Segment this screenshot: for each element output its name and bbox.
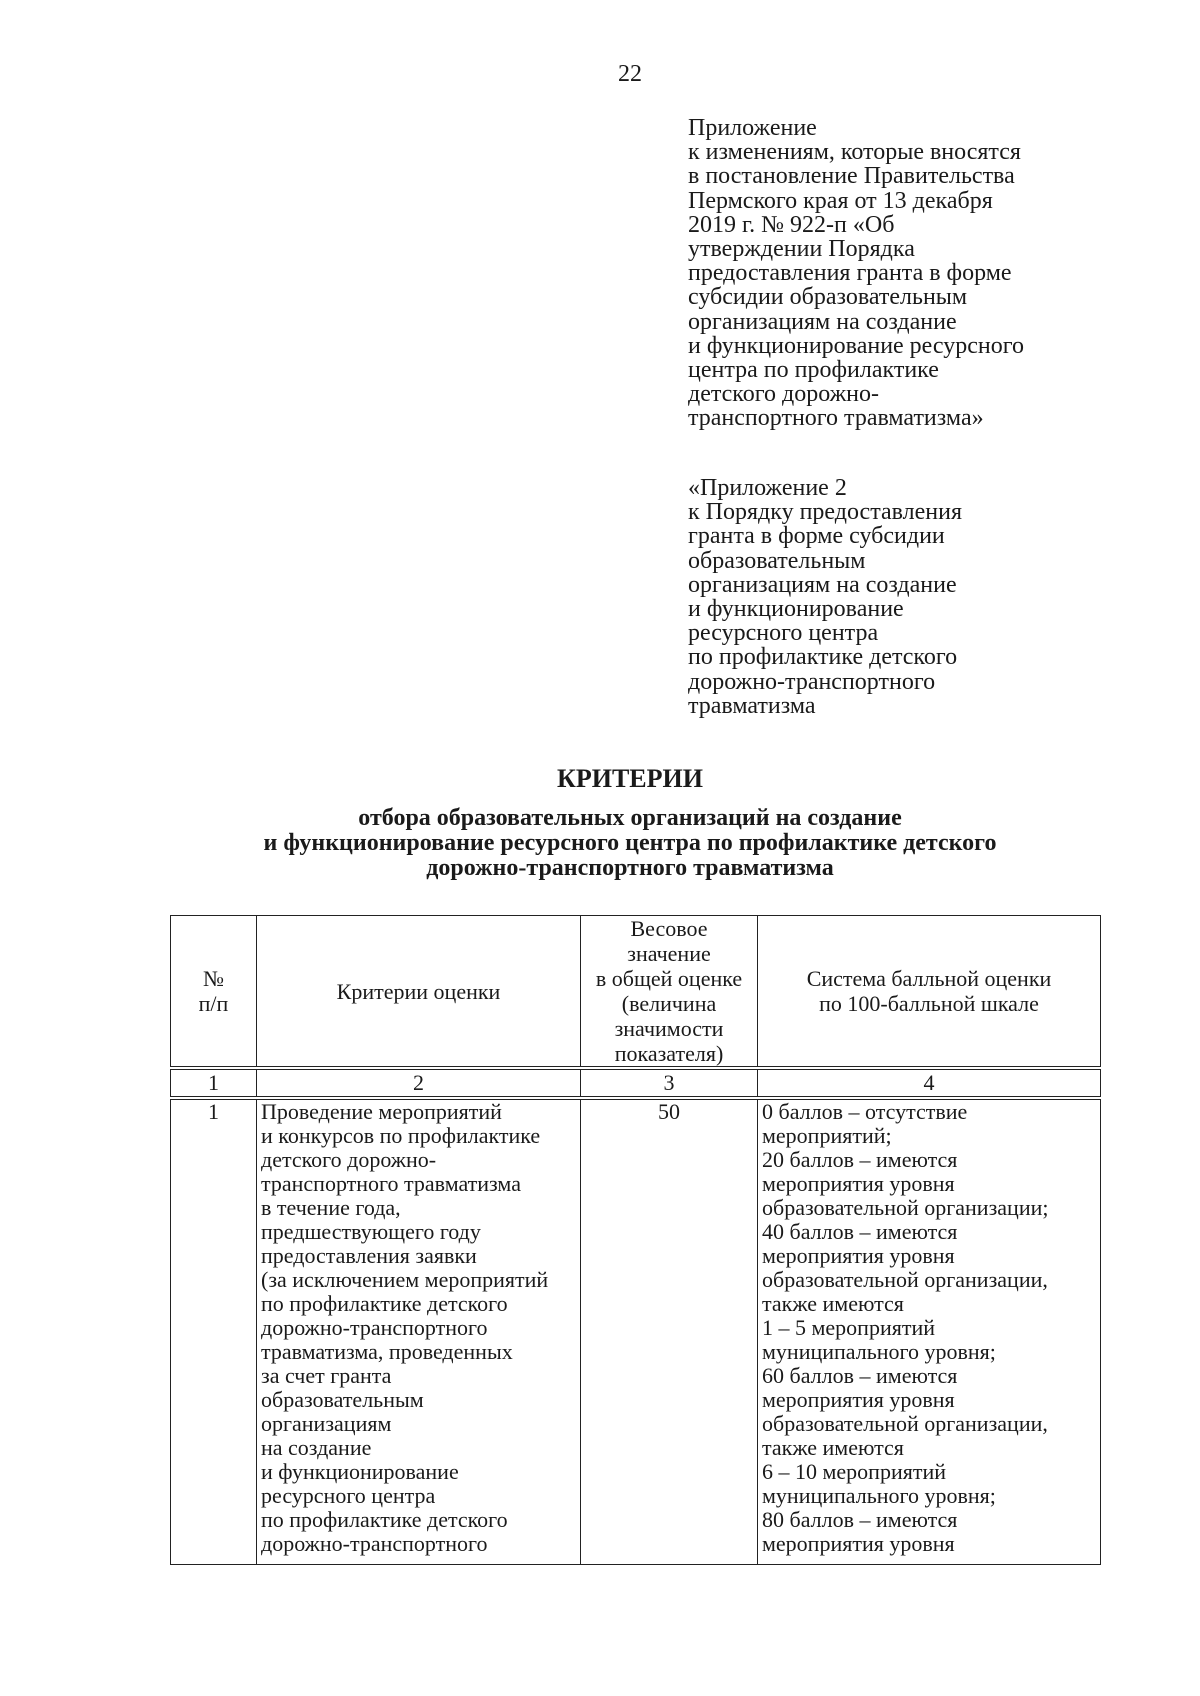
criterion-line: в течение года, — [261, 1195, 401, 1220]
scoring-line: мероприятий; — [762, 1123, 892, 1148]
appendix-note-line: транспортного травматизма» — [688, 405, 984, 432]
appendix-note-line: 2019 г. № 922-п «Об — [688, 211, 895, 238]
appendix-note-line: центра по профилактике — [688, 357, 939, 384]
column-number: 2 — [257, 1068, 581, 1098]
criterion-line: транспортного травматизма — [261, 1171, 521, 1196]
header-line: (величина — [621, 991, 717, 1016]
appendix-2-line: дорожно-транспортного — [688, 668, 936, 695]
scoring-line: также имеются — [762, 1435, 904, 1460]
criterion-line: и функционирование — [261, 1459, 459, 1484]
appendix-2-line: и функционирование — [688, 596, 904, 623]
scoring-line: образовательной организации, — [762, 1411, 1048, 1436]
appendix-2-line: организациям на создание — [688, 571, 957, 598]
scoring-line: муниципального уровня; — [762, 1483, 996, 1508]
appendix-2-line: к Порядку предоставления — [688, 499, 963, 526]
header-criteria — [257, 916, 581, 1069]
criterion-line: и конкурсов по профилактике — [261, 1123, 541, 1148]
criterion-line: предшествующего году — [261, 1219, 481, 1244]
header-number — [171, 916, 257, 1069]
header-line: значение — [627, 941, 711, 966]
criteria-table — [170, 915, 1101, 1565]
column-number: 1 — [171, 1068, 257, 1098]
scoring-line: образовательной организации; — [762, 1195, 1049, 1220]
appendix-2-line: гранта в форме субсидии — [688, 523, 945, 550]
scoring-line: 40 баллов – имеются — [762, 1219, 958, 1244]
header-line: значимости — [614, 1016, 724, 1041]
scoring-line: 6 – 10 мероприятий — [762, 1459, 947, 1484]
scoring-line: 20 баллов – имеются — [762, 1147, 958, 1172]
page-number: 22 — [618, 61, 642, 87]
header-line: Система балльной оценки — [806, 966, 1052, 991]
criterion-line: по профилактике детского — [261, 1507, 508, 1532]
header-line: Весовое — [630, 916, 708, 941]
appendix-note-line: организациям на создание — [688, 308, 957, 335]
appendix-note-line: утверждении Порядка — [688, 236, 915, 263]
criterion-line: организациям — [261, 1411, 392, 1436]
scoring-line: 80 баллов – имеются — [762, 1507, 958, 1532]
document-subtitle-line: отбора образовательных организаций на создание — [358, 805, 902, 831]
scoring-line: мероприятия уровня — [762, 1387, 955, 1412]
appendix-note-line: Пермского края от 13 декабря — [688, 187, 993, 214]
document-title: КРИТЕРИИ — [557, 764, 703, 793]
header-line: п/п — [198, 991, 229, 1016]
appendix-2-line: ресурсного центра — [688, 620, 879, 647]
criterion-line: на создание — [261, 1435, 372, 1460]
appendix-note-line: Приложение — [688, 115, 817, 141]
column-number: 4 — [758, 1068, 1101, 1098]
appendix-note-line: и функционирование ресурсного — [688, 332, 1025, 359]
header-scoring — [758, 916, 1101, 1069]
criterion-line: травматизма, проведенных — [261, 1339, 513, 1364]
scoring-line: муниципального уровня; — [762, 1339, 996, 1364]
criterion-line: ресурсного центра — [261, 1483, 436, 1508]
document-subtitle-line: и функционирование ресурсного центра по профилактике детского — [263, 830, 997, 856]
criterion-line: (за исключением мероприятий — [261, 1267, 549, 1292]
criterion-line: Проведение мероприятий — [261, 1099, 502, 1124]
scoring-line: мероприятия уровня — [762, 1171, 955, 1196]
weight-value: 50 — [581, 1098, 758, 1565]
row-number: 1 — [171, 1098, 257, 1565]
document-subtitle-line: дорожно-транспортного травматизма — [426, 855, 834, 881]
criterion-line: предоставления заявки — [261, 1243, 477, 1268]
criterion-line: детского дорожно- — [261, 1147, 437, 1172]
scoring-cell — [758, 1098, 1101, 1565]
column-number-row — [171, 1068, 1101, 1098]
appendix-2-line: образовательным — [688, 547, 866, 574]
header-line: в общей оценке — [595, 966, 743, 991]
scoring-line: 1 – 5 мероприятий — [762, 1315, 936, 1340]
scoring-line: 0 баллов – отсутствие — [762, 1099, 968, 1124]
appendix-note-line: предоставления гранта в форме — [688, 260, 1012, 287]
scoring-line: 60 баллов – имеются — [762, 1363, 958, 1388]
appendix-note — [688, 116, 1108, 431]
appendix-note-line: субсидии образовательным — [688, 284, 968, 311]
header-line: Критерии оценки — [336, 978, 501, 1004]
table-row — [171, 1098, 1101, 1565]
criterion-line: по профилактике детского — [261, 1291, 508, 1316]
column-number: 3 — [581, 1068, 758, 1098]
appendix-2-line: травматизма — [688, 692, 816, 719]
criterion-line: дорожно-транспортного — [261, 1315, 488, 1340]
scoring-line: мероприятия уровня — [762, 1243, 955, 1268]
appendix-2-line: «Приложение 2 — [688, 475, 847, 501]
scoring-line: также имеются — [762, 1291, 904, 1316]
appendix-2-line: по профилактике детского — [688, 644, 958, 671]
header-line: № — [203, 966, 224, 991]
appendix-note-line: детского дорожно- — [688, 381, 880, 408]
header-weight — [581, 916, 758, 1069]
document-subtitle — [0, 806, 1200, 881]
table-header-row — [171, 916, 1101, 1069]
scoring-line: образовательной организации, — [762, 1267, 1048, 1292]
appendix-2-note — [688, 476, 1108, 718]
criterion-cell — [257, 1098, 581, 1565]
appendix-note-line: к изменениям, которые вносятся — [688, 139, 1021, 166]
criterion-line: за счет гранта — [261, 1363, 392, 1388]
header-line: по 100-балльной шкале — [819, 991, 1039, 1016]
criterion-line: дорожно-транспортного — [261, 1531, 488, 1556]
criterion-line: образовательным — [261, 1387, 424, 1412]
appendix-note-line: в постановление Правительства — [688, 163, 1015, 190]
header-line: показателя) — [614, 1041, 724, 1066]
scoring-line: мероприятия уровня — [762, 1531, 955, 1556]
